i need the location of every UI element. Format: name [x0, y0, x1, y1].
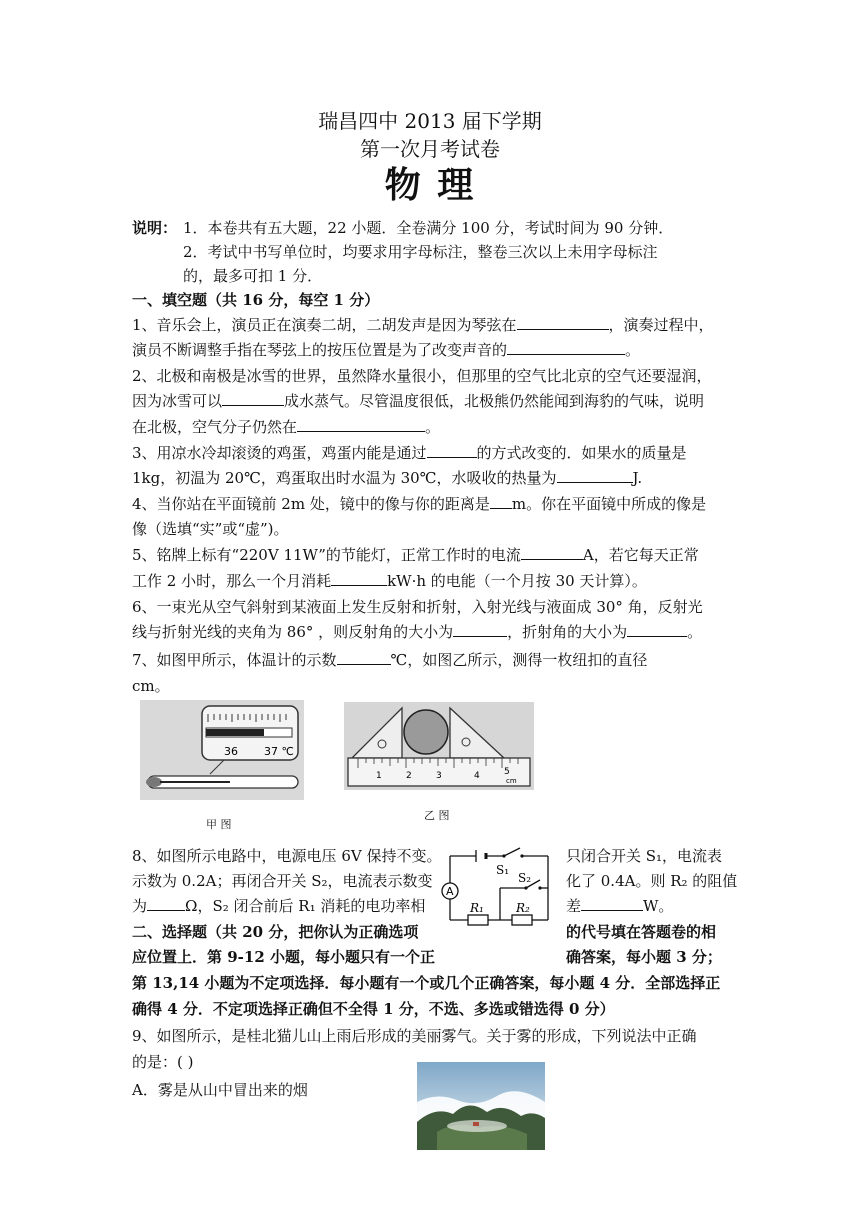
q3-text-d: J. [632, 469, 643, 487]
mercury-column [206, 729, 264, 736]
answer-blank[interactable] [517, 315, 609, 330]
ruler-figure [344, 702, 534, 790]
q8-text-right3a: 差 [566, 897, 582, 915]
q4-text-a: 4、当你站在平面镜前 2m 处，镜中的像与你的距离是 [132, 495, 490, 513]
label-r1: R₁ [470, 901, 484, 915]
q7-text-b: ℃，如图乙所示，测得一枚纽扣的直径 [390, 651, 648, 669]
section-1-heading: 一、填空题（共 16 分，每空 1 分） [132, 291, 380, 309]
answer-blank[interactable] [453, 622, 507, 637]
q6-text-d: 。 [687, 623, 703, 641]
subject-title: 物 理 [384, 165, 476, 206]
q1-text-b: ，演奏过程中， [608, 316, 714, 334]
button-disc [404, 710, 448, 754]
answer-blank[interactable] [337, 650, 391, 665]
q8-text-left3a: 为 [132, 897, 148, 915]
ruler-label-3: 3 [436, 771, 442, 781]
notes-line-1: 1．本卷共有五大题，22 小题．全卷满分 100 分，考试时间为 90 分钟． [183, 219, 674, 237]
section-2-heading-2: 应位置上．第 9-12 小题，每小题只有一个正 [132, 948, 435, 966]
q3-text-b: 的方式改变的．如果水的质量是 [476, 444, 687, 462]
ruler-label-4: 4 [474, 771, 480, 781]
question-2-cont2 [132, 417, 440, 437]
question-8-right-2: 化了 0.4A。则 R₂ 的阻值 [566, 872, 738, 890]
label-37: 37 ℃ [264, 745, 294, 758]
figure-a-caption: 甲 图 [206, 818, 232, 831]
answer-blank[interactable] [427, 443, 477, 458]
answer-blank[interactable] [557, 468, 633, 483]
section-2-heading-1: 二、选择题（共 20 分，把你认为正确选项 [132, 923, 419, 941]
answer-blank[interactable] [521, 545, 583, 560]
question-2-cont [132, 391, 704, 411]
answer-blank[interactable] [507, 340, 625, 355]
q2-text-c: 成水蒸气。尽管温度很低，北极熊仍然能闻到海豹的气味，说明 [284, 392, 705, 410]
q8-text-right3b: W。 [643, 897, 674, 915]
school-title: 瑞昌四中 2013 届下学期 [318, 109, 542, 133]
q5-text-c: 工作 2 小时，那么一个月消耗 [132, 572, 332, 590]
question-3-cont [132, 468, 642, 488]
question-5-cont [132, 571, 647, 591]
question-8-right-3 [566, 896, 673, 916]
mountain-hut [473, 1122, 479, 1126]
answer-blank[interactable] [490, 494, 512, 509]
resistor-r1 [468, 915, 488, 925]
question-4 [132, 494, 706, 514]
label-r2: R₂ [516, 901, 530, 915]
switch-s1-contact [520, 854, 523, 857]
answer-blank[interactable] [297, 417, 425, 432]
switch-s1-pivot [502, 854, 505, 857]
answer-blank[interactable] [627, 622, 687, 637]
exam-title: 第一次月考试卷 [360, 137, 500, 161]
ruler-unit: cm [506, 777, 517, 785]
answer-blank[interactable] [581, 896, 643, 911]
question-7-cont: cm。 [132, 677, 170, 695]
question-8-right-1: 只闭合开关 S₁，电流表 [566, 847, 723, 865]
question-6: 6、一束光从空气斜射到某液面上发生反射和折射，入射光线与液面成 30° 角，反射光 [132, 598, 703, 616]
answer-blank[interactable] [222, 391, 284, 406]
question-1 [132, 315, 714, 335]
question-8-left-3 [132, 896, 425, 916]
question-9-cont: 的是：( ) [132, 1053, 194, 1071]
question-3 [132, 443, 687, 463]
notes-line-3: 的，最多可扣 1 分． [183, 267, 323, 285]
label-s1: S₁ [496, 863, 510, 877]
q5-text-d: kW·h 的电能（一个月按 30 天计算）。 [387, 572, 647, 590]
q6-text-c: ，折射角的大小为 [507, 623, 628, 641]
q5-text-b: A，若它每天正常 [582, 546, 699, 564]
question-9: 9、如图所示，是桂北猫儿山上雨后形成的美丽雾气。关于雾的形成，下列说法中正确 [132, 1027, 697, 1045]
notes-label: 说明： [132, 219, 178, 237]
figure-b-caption: 乙 图 [424, 809, 450, 822]
answer-blank[interactable] [147, 896, 185, 911]
thermometer-figure [140, 700, 304, 800]
question-1-cont [132, 340, 640, 360]
section-2-heading-3: 第 13,14 小题为不定项选择．每小题有一个或几个正确答案，每小题 4 分．全部选择正 [132, 974, 721, 992]
section-2-heading-4: 确得 4 分．不定项选择正确但不全得 1 分，不选、多选或错选得 0 分） [132, 1000, 615, 1018]
q4-text-b: m。你在平面镜中所成的像是 [511, 495, 707, 513]
q2-text-e: 。 [425, 418, 441, 436]
fog-mountain-photo [417, 1062, 545, 1150]
q3-text-c: 1kg，初温为 20℃，鸡蛋取出时水温为 30℃，水吸收的热量为 [132, 469, 557, 487]
ruler-label-2: 2 [406, 771, 412, 781]
question-4-cont: 像（选填“实”或“虚”)。 [132, 520, 289, 538]
notes-line-2: 2．考试中书写单位时，均要求用字母标注，整卷三次以上未用字母标注 [183, 243, 658, 261]
switch-s2-contact [538, 886, 541, 889]
resistor-r2 [512, 915, 532, 925]
q1-text-a: 1、音乐会上，演员正在演奏二胡，二胡发声是因为琴弦在 [132, 316, 517, 334]
section-2-heading-2b: 确答案，每小题 3 分； [566, 948, 722, 966]
switch-s1 [504, 848, 520, 856]
ruler-label-5: 5 [504, 767, 510, 777]
label-s2: S₂ [518, 871, 532, 885]
q6-text-b: 线与折射光线的夹角为 86° ，则反射角的大小为 [132, 623, 454, 641]
q5-text-a: 5、铭牌上标有“220V 11W”的节能灯，正常工作时的电流 [132, 546, 521, 564]
ammeter-label: A [446, 885, 454, 898]
q2-text-b: 因为冰雪可以 [132, 392, 223, 410]
label-36: 36 [224, 745, 238, 758]
question-2: 2、北极和南极是冰雪的世界，虽然降水量很小，但那里的空气比北京的空气还要湿润， [132, 367, 712, 385]
thermometer-bulb [146, 777, 162, 787]
question-8-left-2: 示数为 0.2A；再闭合开关 S₂，电流表示数变 [132, 872, 433, 890]
section-2-heading-1b: 的代号填在答题卷的相 [566, 923, 717, 941]
question-9-option-a: A．雾是从山中冒出来的烟 [132, 1081, 308, 1099]
switch-s2-pivot [524, 886, 527, 889]
q1-text-c: 演员不断调整手指在琴弦上的按压位置是为了改变声音的 [132, 341, 508, 359]
q8-text-left3b: Ω，S₂ 闭合前后 R₁ 消耗的电功率相 [185, 897, 426, 915]
question-5 [132, 545, 699, 565]
question-8-left-1: 8、如图所示电路中，电源电压 6V 保持不变。 [132, 847, 442, 865]
question-6-cont [132, 622, 702, 642]
question-7 [132, 650, 647, 670]
ruler-label-1: 1 [376, 771, 382, 781]
q2-text-d: 在北极，空气分子仍然在 [132, 418, 298, 436]
circuit-diagram [440, 844, 556, 932]
answer-blank[interactable] [331, 571, 387, 586]
q3-text-a: 3、用凉水冷却滚烫的鸡蛋，鸡蛋内能是通过 [132, 444, 427, 462]
q1-text-d: 。 [625, 341, 641, 359]
q7-text-a: 7、如图甲所示，体温计的示数 [132, 651, 337, 669]
